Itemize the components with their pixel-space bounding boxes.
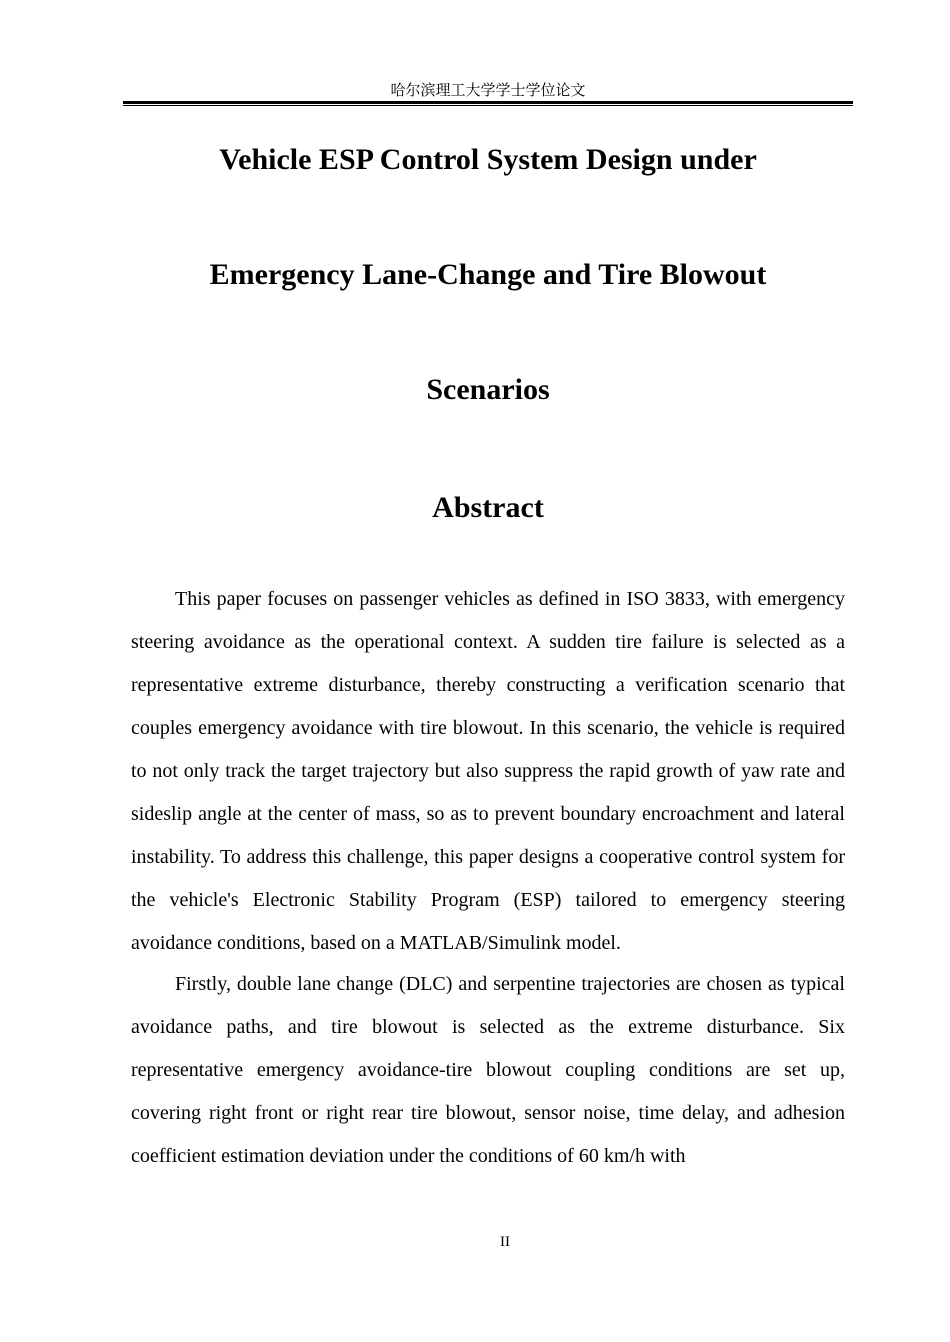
running-header: 哈尔滨理工大学学士学位论文 [390,81,586,99]
title-line-1: Vehicle ESP Control System Design under [219,143,757,176]
title-line-2: Emergency Lane-Change and Tire Blowout [209,258,767,291]
title-line-3: Scenarios [426,373,550,406]
header-rule-thin [123,105,853,106]
abstract-paragraph-2: Firstly, double lane change (DLC) and serpentine trajectories are chosen as typical avoidance paths, and tire blowout is selected as the extreme disturbance. Six representative emergency avoidance-tire blowout coupling conditions are set up, covering right front or right rear tire blowout, sensor noise, time delay, and adhesion coefficient estimation deviation under the conditions of 60 km/h with [131,973,845,1167]
page-number: II [500,1234,510,1250]
header-rule [123,101,853,104]
abstract-body [131,578,845,1178]
abstract-heading: Abstract [432,491,544,524]
abstract-paragraph-1: This paper focuses on passenger vehicles as defined in ISO 3833, with emergency steering avoidance as the operational context. A sudden tire failure is selected as a representative extreme disturbance, thereby constructing a verification scenario that couples emergency avoidance with tire blowout. In this scenario, the vehicle is required to not only track the target trajectory but also suppress the rapid growth of yaw rate and sideslip angle at the center of mass, so as to prevent boundary encroachment and lateral instability. To address this challenge, this paper designs a cooperative control system for the vehicle's Electronic Stability Program (ESP) tailored to emergency steering avoidance conditions, based on a MATLAB/Simulink model. [131,588,845,954]
